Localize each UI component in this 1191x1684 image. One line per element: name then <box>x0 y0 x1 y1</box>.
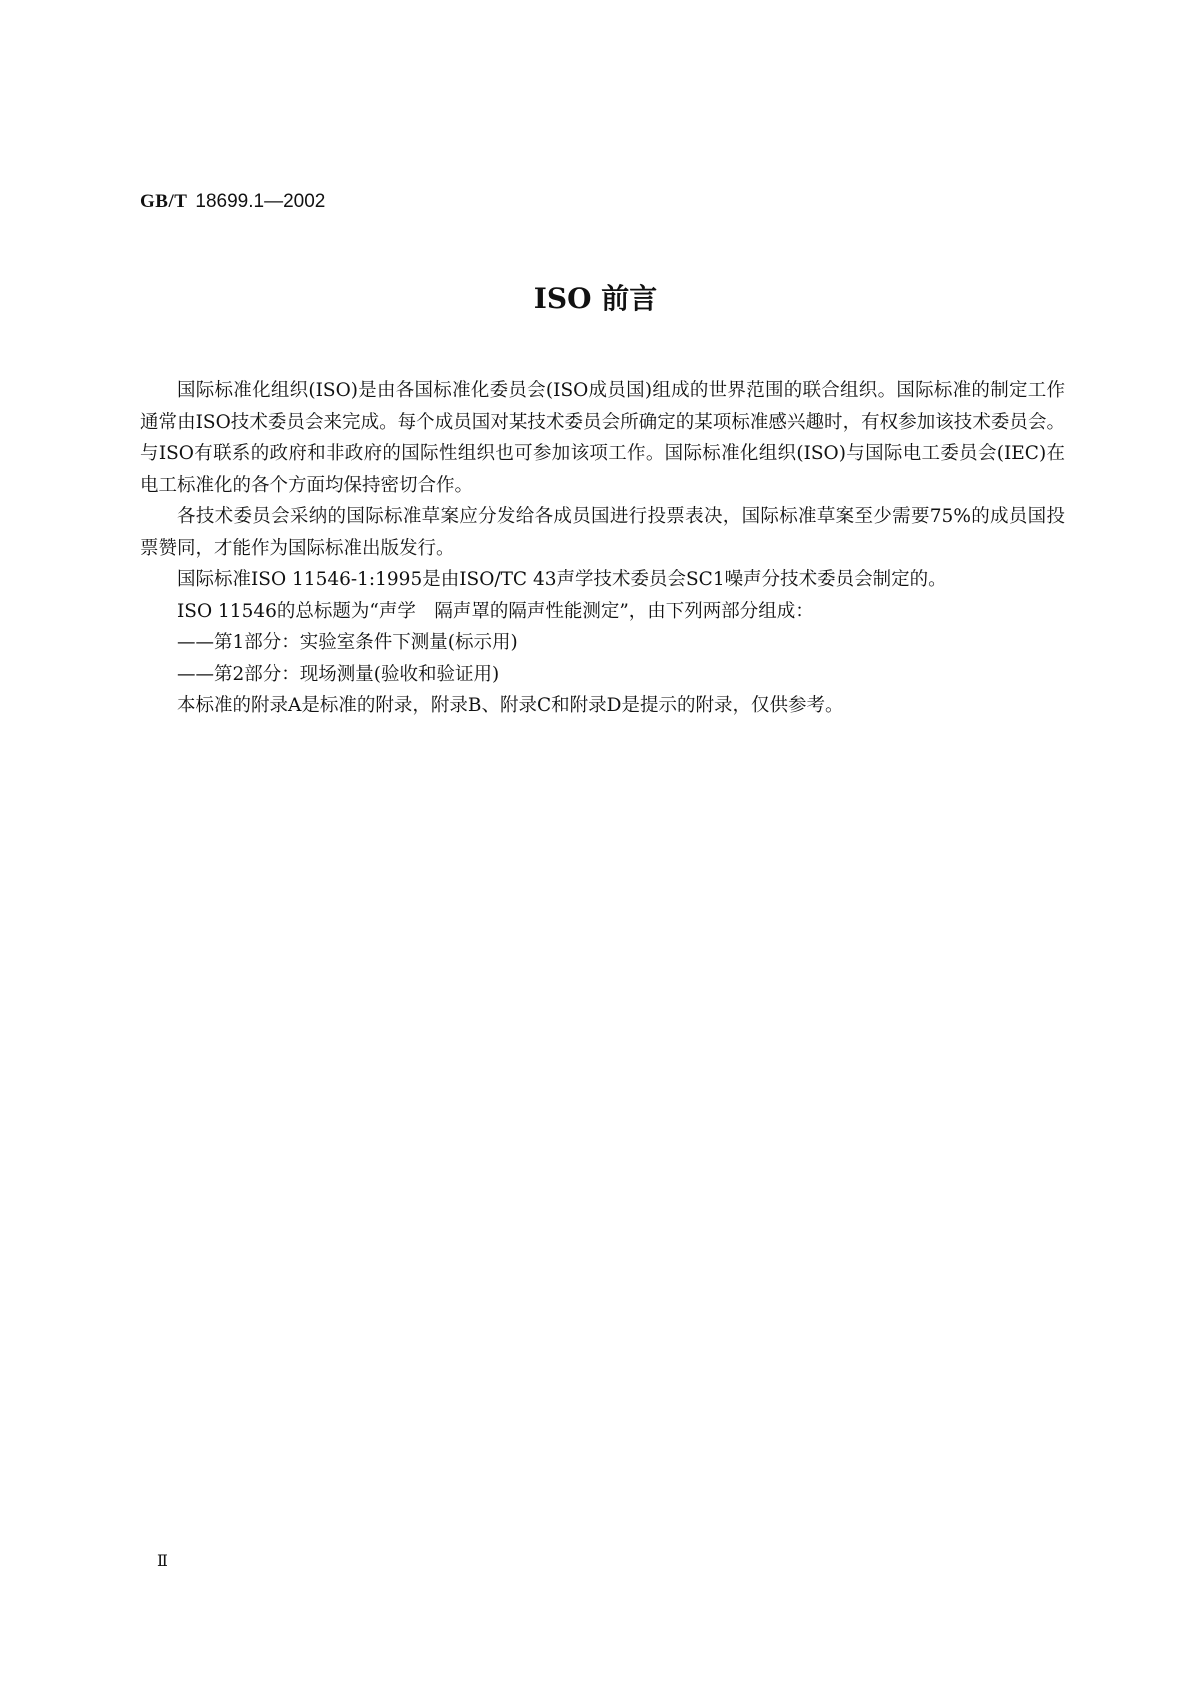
standard-code-number: 18699.1—2002 <box>195 191 326 212</box>
list-item-part-2: ——第2部分：现场测量(验收和验证用) <box>177 663 500 685</box>
paragraph-general-title: ISO 11546的总标题为“声学 隔声罩的隔声性能测定”，由下列两部分组成： <box>177 600 814 622</box>
page-number: Ⅱ <box>157 1553 168 1570</box>
paragraph-committee: 国际标准ISO 11546-1:1995是由ISO/TC 43声学技术委员会SC1噪声分技术委员会制定的。 <box>177 569 947 590</box>
standard-code-prefix: GB/T <box>140 191 188 212</box>
paragraph-voting: 各技术委员会采纳的国际标准草案应分发给各成员国进行投票表决，国际标准草案至少需要75%的成员国投票赞同，才能作为国际标准出版发行。 <box>140 506 1065 559</box>
foreword-body <box>140 375 1065 722</box>
paragraph-iso-overview: 国际标准化组织(ISO)是由各国标准化委员会(ISO成员国)组成的世界范围的联合组织。国际标准的制定工作通常由ISO技术委员会来完成。每个成员国对某技术委员会所确定的某项标准感兴趣时，有权参加该技术委员会。与ISO有联系的政府和非政府的国际性组织也可参加该项工作。国际标准化组织(ISO)与国际电工委员会(IEC)在电工标准化的各个方面均保持密切合作。 <box>140 380 1065 496</box>
page-title: ISO 前言 <box>533 282 658 315</box>
list-item-part-1: ——第1部分：实验室条件下测量(标示用) <box>177 632 518 653</box>
paragraph-annexes: 本标准的附录A是标准的附录，附录B、附录C和附录D是提示的附录，仅供参考。 <box>177 695 844 716</box>
standard-code <box>140 188 325 215</box>
